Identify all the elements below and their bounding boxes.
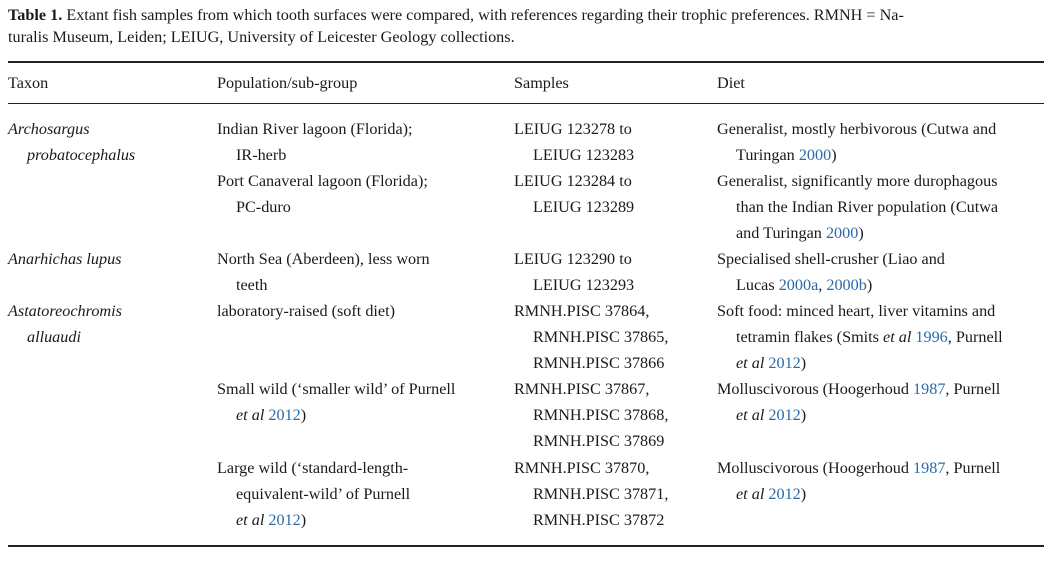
italic-text: et al [883,328,912,346]
cell-line [217,116,413,142]
header-population: Population/sub-group [217,74,358,92]
taxon-cell [8,246,121,272]
italic-text: probatocephalus [27,146,136,164]
diet-cell [717,455,1000,507]
cell-line [514,481,668,507]
cell-text: RMNH.PISC 37864, [514,302,650,320]
cell-text: ) [858,224,864,242]
population-cell [217,455,410,533]
reference-year-link[interactable]: 2012 [268,511,301,529]
cell-text: tetramin flakes (Smits [736,328,884,346]
cell-line [717,324,1003,350]
italic-text: Astatoreochromis [8,302,122,320]
cell-line [217,376,455,402]
cell-text: teeth [236,276,268,294]
cell-text: RMNH.PISC 37868, [533,406,669,424]
samples-cell [514,298,668,376]
cell-text: Small wild (‘smaller wild’ of Purnell [217,380,456,398]
cell-line [514,507,668,533]
cell-text: RMNH.PISC 37865, [533,328,669,346]
cell-text: Port Canaveral lagoon (Florida); [217,172,428,190]
cell-line [217,246,430,272]
diet-cell [717,168,998,246]
cell-text: ) [866,276,873,294]
table-caption [8,4,1038,48]
cell-text: than the Indian River population (Cutwa [736,198,999,216]
reference-year-link[interactable]: 1996 [915,328,948,346]
header-taxon: Taxon [8,74,49,92]
cell-text: , Purnell [945,380,1001,398]
cell-line [717,194,998,220]
cell-line [217,272,430,298]
taxon-cell [8,298,122,350]
cell-line [514,298,668,324]
cell-text: North Sea (Aberdeen), less worn [217,250,430,268]
cell-text: LEIUG 123290 to [514,250,632,268]
cell-line [514,376,668,402]
cell-line [514,455,668,481]
cell-line [217,455,410,481]
reference-year-link[interactable]: 2012 [268,406,301,424]
cell-text: ) [300,511,307,529]
caption-text-line-1: Extant fish samples from which tooth surfaces were compared, with references regarding their trophic preferences. RMNH = Na- [62,6,904,24]
table-top-rule [8,61,1044,63]
samples-cell [514,168,634,220]
cell-line [717,481,1000,507]
cell-text: LEIUG 123293 [533,276,635,294]
italic-text: Archosargus [8,120,90,138]
italic-text: et al [236,406,265,424]
cell-line [717,376,1000,402]
samples-cell [514,376,668,454]
cell-line [717,455,1000,481]
reference-year-link[interactable]: 2000 [798,146,832,164]
diet-cell [717,116,996,168]
cell-line [514,168,634,194]
cell-line [514,194,634,220]
diet-cell [717,246,945,298]
cell-text: LEIUG 123278 to [514,120,632,138]
cell-text: Soft food: minced heart, liver vitamins and [717,302,996,320]
cell-line [8,246,121,272]
cell-text: Molluscivorous (Hoogerhoud [717,380,914,398]
population-cell [217,298,395,324]
cell-line [217,298,395,324]
cell-text: Turingan [736,146,799,164]
cell-line [217,168,428,194]
population-cell [217,376,455,428]
cell-line [514,116,634,142]
cell-text: RMNH.PISC 37871, [533,485,669,503]
cell-text: Indian River lagoon (Florida); [217,120,413,138]
cell-text: LEIUG 123289 [533,198,635,216]
cell-line [717,168,998,194]
samples-cell [514,116,634,168]
population-cell [217,116,413,168]
cell-line [8,298,122,324]
cell-text: ) [831,146,837,164]
cell-line [514,142,634,168]
reference-year-link[interactable]: 2000 [825,224,859,242]
cell-line [514,246,634,272]
samples-cell [514,455,668,533]
diet-cell [717,298,1003,376]
italic-text: et al [736,354,765,372]
cell-text: laboratory-raised (soft diet) [217,302,395,320]
table-label: Table 1. [8,6,63,24]
cell-text: ) [800,354,807,372]
header-diet: Diet [717,74,745,92]
table-bottom-rule [8,545,1044,547]
header-samples: Samples [514,74,569,92]
cell-line [8,324,122,350]
cell-line [717,142,996,168]
reference-year-link[interactable]: 2000a [778,276,819,294]
reference-year-link[interactable]: 1987 [913,380,946,398]
cell-line [717,298,1003,324]
reference-year-link[interactable]: 2000b [826,276,867,294]
reference-year-link[interactable]: 2012 [768,406,801,424]
cell-text: ) [800,485,807,503]
population-cell [217,246,430,298]
cell-text: IR-herb [236,146,287,164]
italic-text: alluaudi [27,328,81,346]
cell-text: ) [800,406,807,424]
cell-line [514,428,668,454]
cell-text: Lucas [736,276,779,294]
cell-line [8,142,135,168]
italic-text: et al [236,511,265,529]
cell-text: RMNH.PISC 37867, [514,380,650,398]
cell-line [514,272,634,298]
cell-line [717,402,1000,428]
cell-text: LEIUG 123284 to [514,172,632,190]
cell-line [217,402,455,428]
cell-line [514,324,668,350]
reference-year-link[interactable]: 2012 [768,354,801,372]
table-header-rule [8,103,1044,104]
cell-text: ) [300,406,307,424]
cell-line [514,402,668,428]
cell-line [8,116,135,142]
cell-text: Molluscivorous (Hoogerhoud [717,459,914,477]
cell-line [217,142,413,168]
cell-text: RMNH.PISC 37869 [533,432,665,450]
cell-line [217,507,410,533]
cell-line [717,220,998,246]
cell-text: LEIUG 123283 [533,146,635,164]
samples-cell [514,246,634,298]
reference-year-link[interactable]: 2012 [768,485,801,503]
caption-text-line-2: turalis Museum, Leiden; LEIUG, University of Leicester Geology collections. [8,28,515,46]
cell-line [717,246,945,272]
italic-text: et al [736,406,765,424]
cell-text: Generalist, significantly more durophagous [717,172,998,190]
cell-text: Specialised shell-crusher (Liao and [717,250,945,268]
cell-text: Large wild (‘standard-length- [217,459,409,477]
cell-text: , [818,276,827,294]
taxon-cell [8,116,135,168]
cell-text: Generalist, mostly herbivorous (Cutwa and [717,120,997,138]
cell-text: and Turingan [736,224,826,242]
population-cell [217,168,428,220]
cell-text: RMNH.PISC 37872 [533,511,665,529]
cell-text: , Purnell [945,459,1001,477]
diet-cell [717,376,1000,428]
cell-text: PC-duro [236,198,291,216]
cell-text: , Purnell [947,328,1003,346]
italic-text: Anarhichas lupus [8,250,122,268]
cell-line [717,350,1003,376]
cell-line [514,350,668,376]
italic-text: et al [736,485,765,503]
cell-line [717,272,945,298]
cell-text: RMNH.PISC 37866 [533,354,665,372]
cell-text: RMNH.PISC 37870, [514,459,650,477]
cell-text: equivalent-wild’ of Purnell [236,485,411,503]
cell-line [217,194,428,220]
cell-line [217,481,410,507]
reference-year-link[interactable]: 1987 [913,459,946,477]
cell-line [717,116,996,142]
